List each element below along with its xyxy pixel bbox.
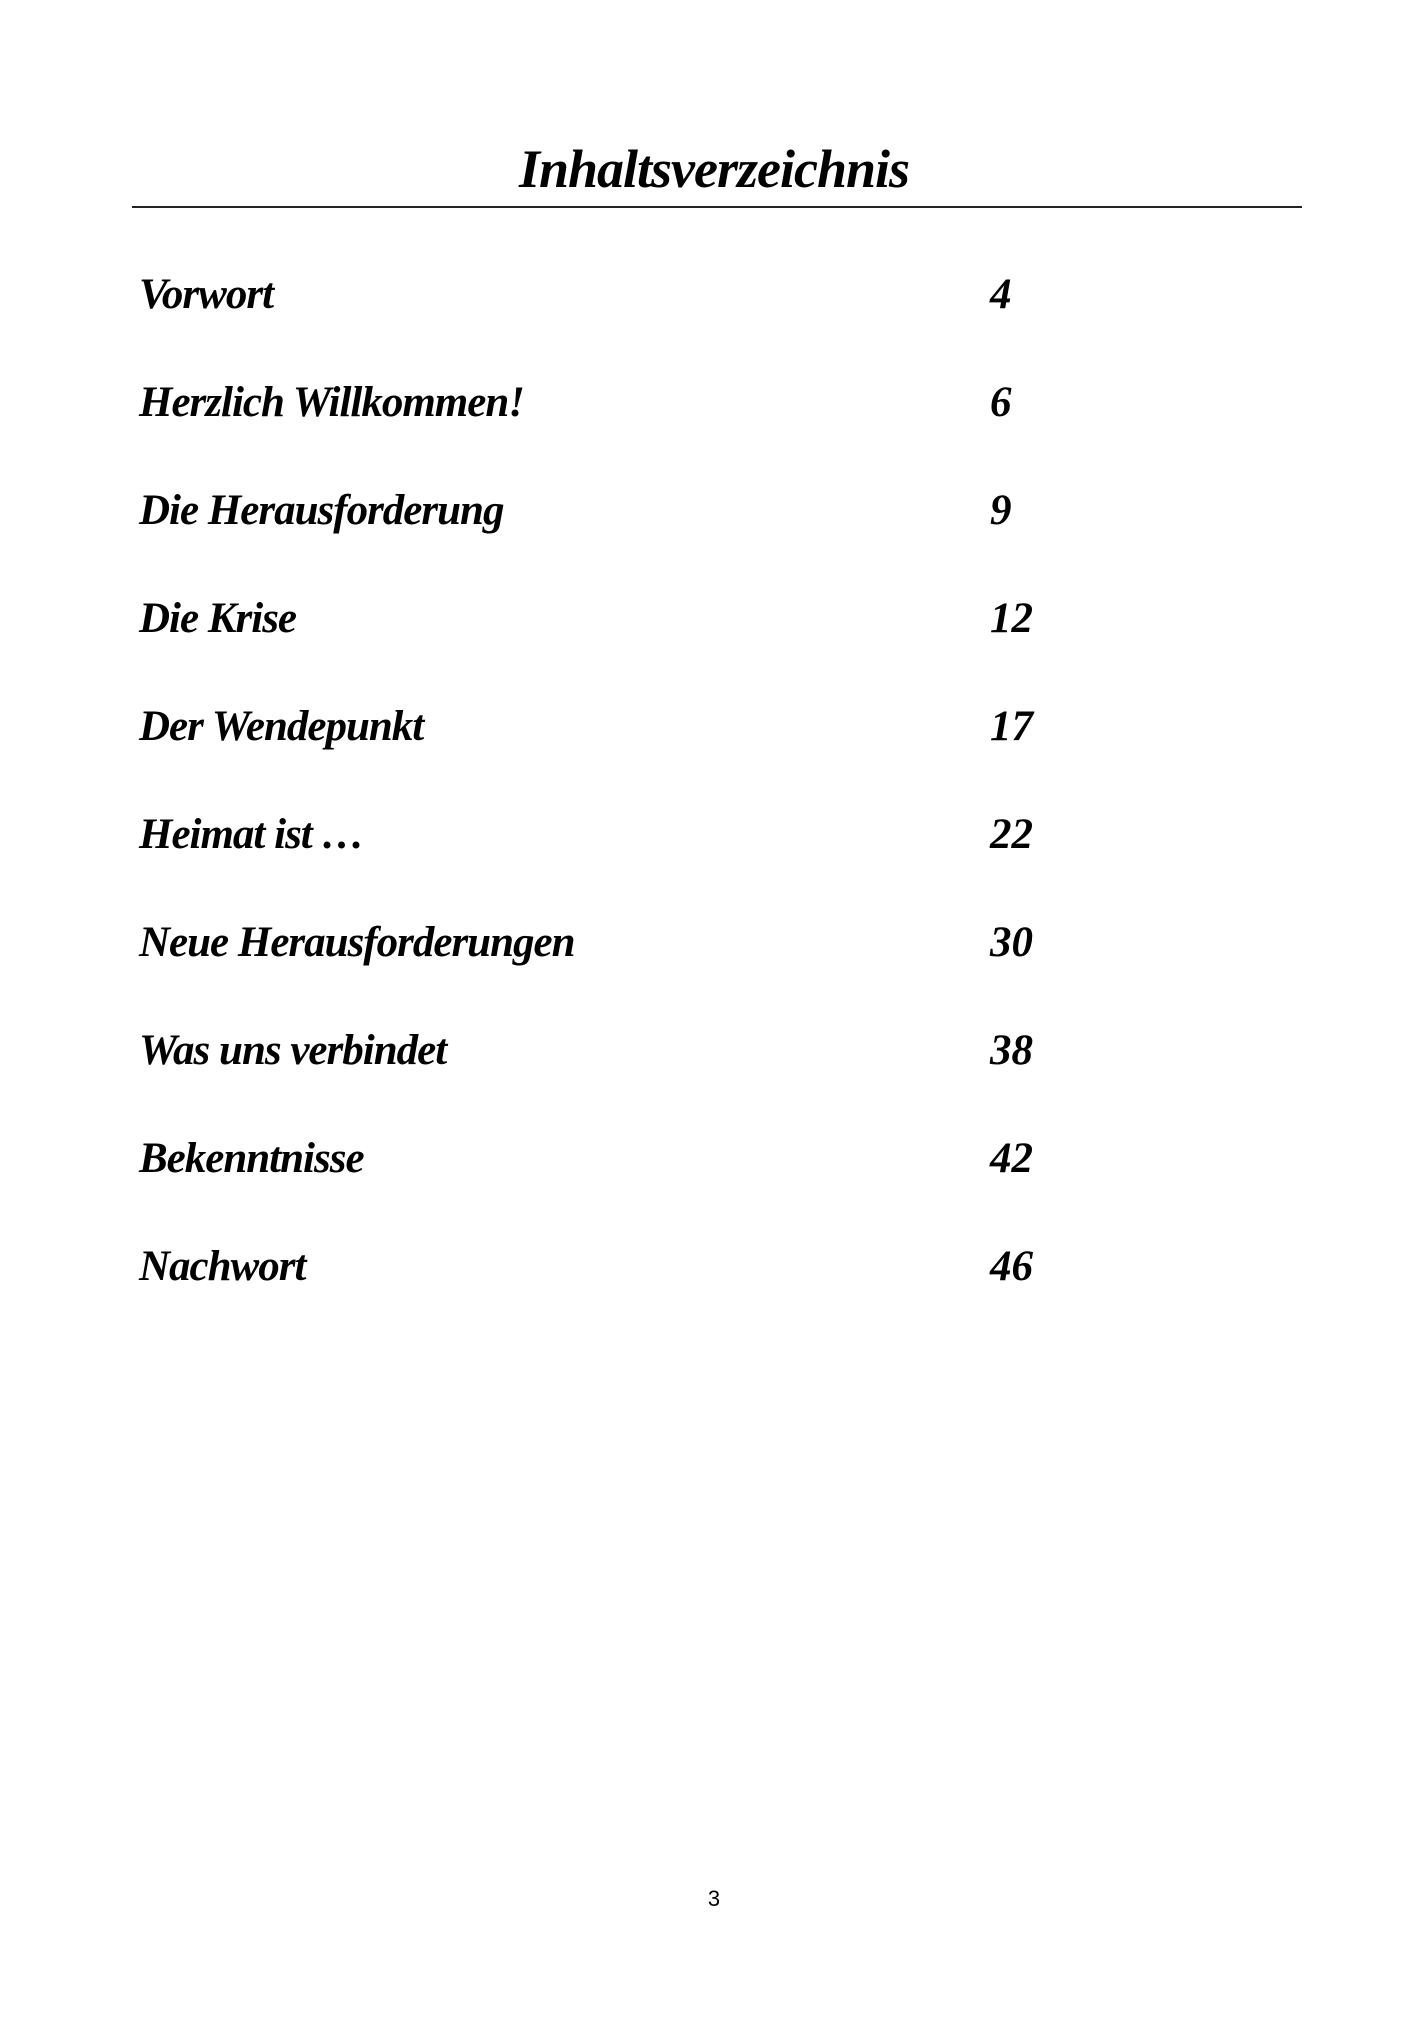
toc-entry bbox=[139, 378, 1139, 438]
toc-entry-page: 46 bbox=[990, 1243, 1033, 1290]
toc-entry bbox=[139, 1242, 1139, 1302]
toc-entry-title: Der Wendepunkt bbox=[139, 703, 424, 750]
toc-entry-page: 30 bbox=[990, 919, 1033, 966]
toc-entry-title: Neue Herausforderungen bbox=[139, 919, 575, 966]
toc-entry bbox=[139, 486, 1139, 546]
toc-entry-page: 12 bbox=[990, 595, 1033, 642]
toc-entry-title: Was uns verbindet bbox=[139, 1027, 447, 1074]
page-number: 3 bbox=[707, 1886, 721, 1911]
toc-entry-title: Nachwort bbox=[139, 1243, 306, 1290]
toc-entry-page: 9 bbox=[990, 487, 1012, 534]
toc-entry bbox=[139, 918, 1139, 978]
toc-entry-title: Die Herausforderung bbox=[139, 487, 504, 534]
toc-entry-page: 17 bbox=[990, 703, 1033, 750]
toc-entry-page: 6 bbox=[990, 379, 1012, 426]
toc-entry bbox=[139, 270, 1139, 330]
toc-entry bbox=[139, 1134, 1139, 1194]
toc-entry bbox=[139, 810, 1139, 870]
toc-entry-page: 42 bbox=[990, 1135, 1033, 1182]
toc-entry-page: 4 bbox=[990, 271, 1012, 318]
toc-entry-title: Heimat ist … bbox=[139, 811, 364, 858]
page-title: Inhaltsverzeichnis bbox=[518, 139, 910, 199]
toc-entry-page: 22 bbox=[990, 811, 1033, 858]
toc-entry bbox=[139, 1026, 1139, 1086]
toc-entry-title: Die Krise bbox=[139, 595, 297, 642]
toc-entry-title: Herzlich Willkommen! bbox=[139, 379, 524, 426]
toc-entry-title: Vorwort bbox=[139, 271, 274, 318]
title-divider bbox=[132, 206, 1302, 208]
toc-entry-page: 38 bbox=[990, 1027, 1033, 1074]
toc-entry-title: Bekenntnisse bbox=[139, 1135, 364, 1182]
toc-entry bbox=[139, 594, 1139, 654]
toc-entry bbox=[139, 702, 1139, 762]
